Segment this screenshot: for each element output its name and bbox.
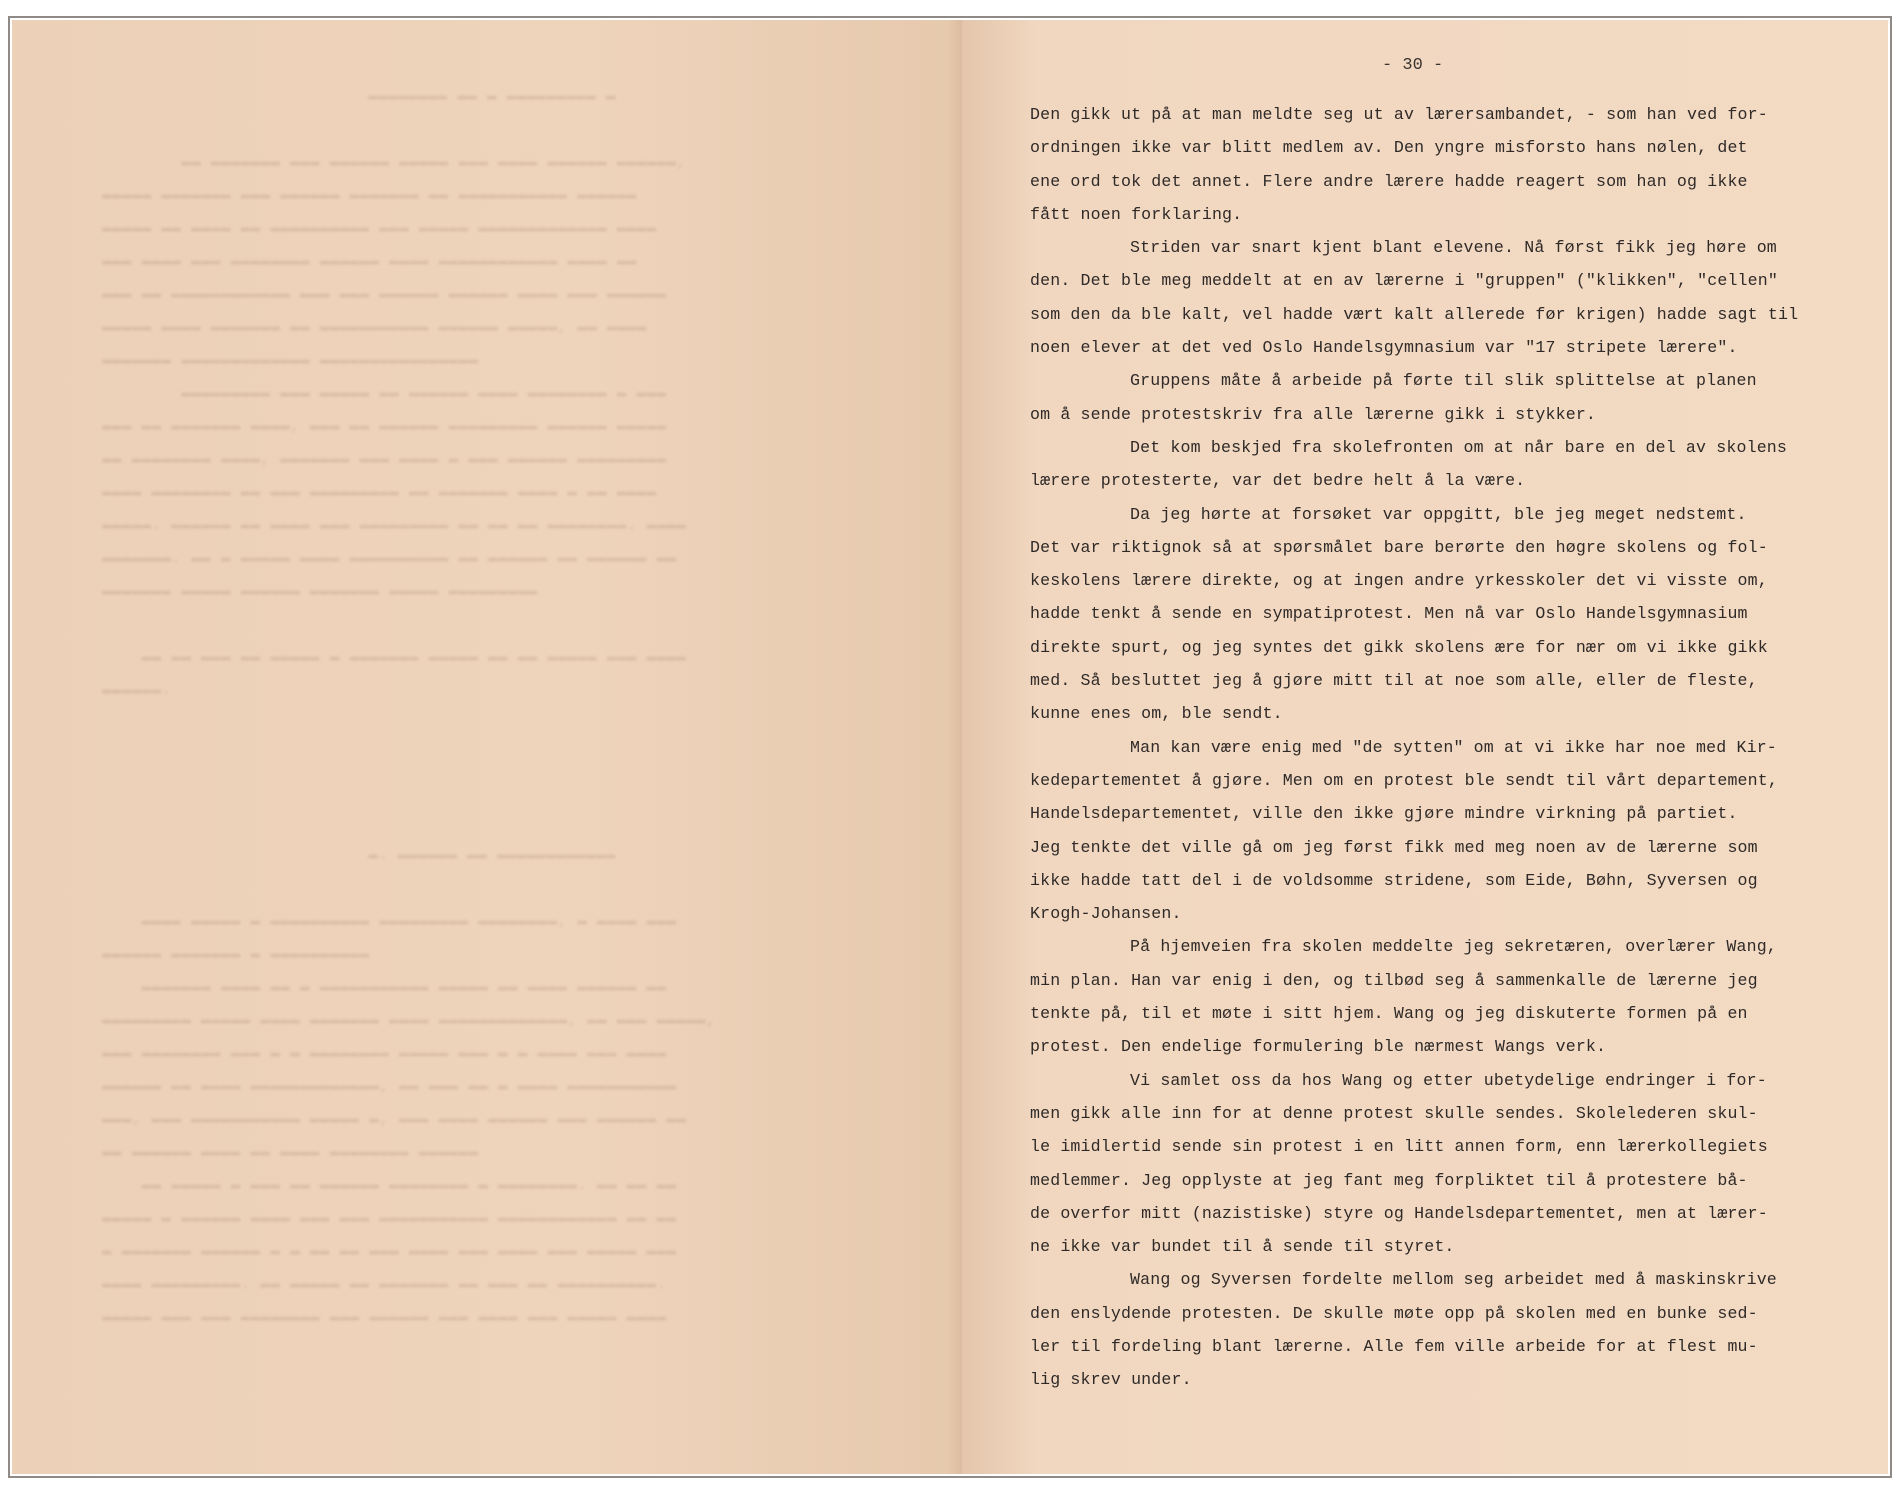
- text-line: om å sende protestskriv fra alle lærerne gikk i stykker.: [1030, 404, 1597, 424]
- bleed-through-text: ▬▬▬▬▬▬▬▬ ▬▬ ▬ ▬▬▬▬▬▬▬▬▬ ▬ ▬▬ ▬▬▬▬▬▬▬ ▬▬▬ ▬▬▬▬▬▬ ▬▬▬▬▬ ▬▬▬ ▬▬▬▬ ▬▬▬▬▬▬ ▬▬▬▬▬▬, ▬▬▬▬▬ ▬▬▬▬▬▬▬ ▬▬▬ ▬▬▬▬▬▬ ▬▬▬▬▬▬▬ ▬▬ ▬▬▬▬▬▬▬▬▬▬▬ ▬▬▬▬▬▬ ▬▬▬▬▬ ▬▬ ▬▬▬▬ ▬▬ ▬▬▬▬▬▬▬▬▬▬ ▬▬▬ ▬▬▬▬▬ ▬▬▬▬▬▬▬▬▬▬▬▬▬ ▬▬▬▬ ▬▬▬ ▬▬▬▬ ▬▬▬ ▬▬▬▬▬▬▬▬ ▬▬▬▬▬▬ ▬▬▬▬ ▬▬▬▬▬▬▬▬▬▬▬▬ ▬▬▬▬ ▬▬ ▬▬▬ ▬▬ ▬▬▬▬▬▬▬▬▬▬▬▬ ▬▬▬ ▬▬▬ ▬▬▬▬▬▬ ▬▬▬▬▬▬ ▬▬▬▬ ▬▬▬ ▬▬▬▬▬▬ ▬▬▬▬▬ ▬▬▬▬ ▬▬▬▬▬▬▬ ▬▬ ▬▬▬▬▬▬▬▬▬▬▬ ▬▬▬▬▬▬ ▬▬▬▬▬, ▬▬ ▬▬▬▬ ▬▬▬▬▬▬▬ ▬▬▬▬▬▬▬▬▬▬▬▬▬ ▬▬▬▬▬▬▬▬▬▬▬▬▬▬▬▬ ▬▬▬▬▬▬▬▬▬ ▬▬▬ ▬▬▬▬▬ ▬▬ ▬▬▬▬▬▬ ▬▬▬▬ ▬▬▬▬▬▬▬▬ ▬ ▬▬▬ ▬▬▬ ▬▬ ▬▬▬▬▬▬▬ ▬▬▬▬, ▬▬▬ ▬▬ ▬▬▬▬▬▬ ▬▬▬▬▬▬▬▬▬ ▬▬▬▬▬▬ ▬▬▬▬▬ ▬▬ ▬▬▬▬▬▬▬▬ ▬▬▬▬, ▬▬▬▬▬▬▬ ▬▬▬ ▬▬▬▬ ▬ ▬▬▬ ▬▬▬▬▬▬ ▬▬▬▬▬▬▬▬▬ ▬▬▬▬ ▬▬▬▬▬▬▬▬ ▬▬ ▬▬▬ ▬▬▬▬▬▬▬▬▬ ▬▬ ▬▬▬▬▬▬▬ ▬▬▬▬ ▬ ▬▬ ▬▬▬▬ ▬▬▬▬▬. ▬▬▬▬▬▬ ▬▬ ▬▬▬▬ ▬▬▬ ▬▬▬▬▬▬▬▬▬ ▬▬ ▬▬ ▬▬ ▬▬▬▬▬▬▬▬. ▬▬▬▬ ▬▬▬▬▬▬▬. ▬▬ ▬ ▬▬▬▬▬ ▬▬▬▬ ▬▬▬▬▬▬▬▬▬▬ ▬▬ ▬▬▬▬▬▬ ▬▬ ▬▬▬▬▬▬ ▬▬ ▬▬▬▬▬▬▬ ▬▬▬▬▬ ▬▬▬▬▬▬ ▬▬▬▬▬▬▬ ▬▬▬▬▬ ▬▬▬▬▬▬▬▬▬ ▬▬ ▬▬ ▬▬▬ ▬▬ ▬▬▬▬▬ ▬ ▬▬▬▬▬▬▬ ▬▬▬▬▬ ▬▬ ▬▬ ▬▬▬▬▬ ▬▬▬ ▬▬▬▬ ▬▬▬▬▬▬. ▬. ▬▬▬▬▬▬ ▬▬ ▬▬▬▬▬▬▬▬▬▬▬▬ ▬▬▬▬ ▬▬▬▬▬ ▬ ▬▬▬▬▬▬▬▬▬▬ ▬▬▬▬▬▬▬▬▬ ▬▬▬▬▬▬▬▬, ▬ ▬▬▬▬ ▬▬▬ ▬▬▬▬▬▬ ▬▬▬▬▬▬▬ ▬ ▬▬▬▬▬▬▬▬▬▬ ▬▬▬▬▬▬▬ ▬▬▬▬ ▬▬ ▬ ▬▬▬▬▬▬▬▬▬▬▬ ▬▬▬▬▬ ▬▬ ▬▬▬▬ ▬▬▬▬▬▬ ▬▬ ▬▬▬▬▬▬▬▬▬ ▬▬▬▬▬ ▬▬▬▬ ▬▬▬▬▬▬▬ ▬▬▬▬ ▬▬▬▬▬▬▬▬▬▬▬▬▬, ▬▬ ▬▬▬ ▬▬▬▬▬, ▬▬▬ ▬▬▬▬▬▬▬▬ ▬▬▬ ▬ ▬ ▬▬▬▬▬▬▬▬ ▬▬▬▬▬ ▬▬▬ ▬ ▬ ▬▬▬▬ ▬▬▬ ▬▬▬▬ ▬▬▬▬▬▬ ▬▬ ▬▬▬▬ ▬▬▬▬▬▬▬▬▬▬▬▬▬, ▬▬ ▬▬▬ ▬▬ ▬ ▬▬▬▬ ▬▬▬▬▬▬▬▬▬▬▬ ▬▬▬, ▬▬▬ ▬▬▬▬▬▬▬▬▬▬▬ ▬▬▬▬▬ ▬, ▬▬▬ ▬▬▬▬ ▬▬▬▬▬▬ ▬▬▬ ▬▬▬▬▬▬ ▬▬ ▬▬ ▬▬▬▬▬▬ ▬▬▬▬ ▬▬ ▬▬▬▬ ▬▬▬▬▬▬▬▬ ▬▬▬▬▬▬ ▬▬ ▬▬▬▬▬ ▬ ▬▬▬ ▬▬ ▬▬▬▬▬▬ ▬▬▬▬▬▬▬▬ ▬ ▬▬▬▬▬▬▬▬. ▬▬ ▬▬ ▬▬ ▬▬▬▬▬ ▬ ▬▬▬▬▬▬ ▬▬▬▬ ▬▬▬ ▬▬▬ ▬▬▬▬▬▬▬▬▬▬▬ ▬▬▬▬▬▬▬▬▬▬▬▬ ▬▬ ▬▬ ▬ ▬▬▬▬▬▬▬ ▬▬▬▬▬▬ ▬ ▬ ▬▬ ▬▬ ▬▬▬ ▬▬▬▬ ▬▬▬ ▬▬▬▬ ▬▬▬ ▬▬▬▬▬ ▬▬▬ ▬▬▬▬ ▬▬▬▬▬▬▬▬▬. ▬▬ ▬▬▬▬▬ ▬▬ ▬▬▬▬▬▬▬ ▬▬ ▬▬▬ ▬▬ ▬▬▬▬▬▬▬▬▬▬. ▬▬▬▬▬ ▬▬▬ ▬▬▬ ▬▬▬▬▬▬▬▬ ▬▬▬ ▬▬▬▬▬▬ ▬▬▬ ▬▬▬▬ ▬▬▬ ▬▬▬▬▬ ▬▬▬▬: [102, 87, 716, 1326]
- text-line: Handelsdepartementet, ville den ikke gjøre mindre virkning på partiet.: [1030, 804, 1738, 824]
- text-line: Krogh-Johansen.: [1030, 904, 1182, 924]
- text-line: Jeg tenkte det ville gå om jeg først fikk med meg noen av de lærerne som: [1030, 837, 1758, 857]
- text-line: lig skrev under.: [1030, 1370, 1192, 1390]
- text-line: protest. Den endelige formulering ble nærmest Wangs verk.: [1030, 1037, 1607, 1057]
- scan-frame: [8, 16, 1892, 1478]
- text-line: ne ikke var bundet til å sende til styret.: [1030, 1237, 1455, 1257]
- text-line: den. Det ble meg meddelt at en av lærerne i "gruppen" ("klikken", "cellen": [1030, 271, 1778, 291]
- text-line: Det var riktignok så at spørsmålet bare berørte den høgre skolens og fol-: [1030, 537, 1768, 557]
- text-line: hadde tenkt å sende en sympatiprotest. Men nå var Oslo Handelsgymnasium: [1030, 604, 1748, 624]
- text-line: Da jeg hørte at forsøket var oppgitt, ble jeg meget nedstemt.: [1130, 504, 1747, 524]
- text-line: Det kom beskjed fra skolefronten om at når bare en del av skolens: [1130, 437, 1788, 457]
- text-line: kedepartementet å gjøre. Men om en protest ble sendt til vårt departement,: [1030, 770, 1778, 790]
- typewritten-text: [1030, 98, 1860, 1397]
- text-line: ikke hadde tatt del i de voldsomme stridene, som Eide, Bøhn, Syversen og: [1030, 870, 1758, 890]
- text-line: direkte spurt, og jeg syntes det gikk skolens ære for nær om vi ikke gikk: [1030, 637, 1768, 657]
- text-line: tenkte på, til et møte i sitt hjem. Wang og jeg diskuterte formen på en: [1030, 1004, 1748, 1024]
- text-line: lærere protesterte, var det bedre helt å la være.: [1030, 471, 1526, 491]
- page-number: - 30 -: [1382, 56, 1444, 75]
- text-line: min plan. Han var enig i den, og tilbød seg å sammenkalle de lærerne jeg: [1030, 970, 1758, 990]
- text-line: men gikk alle inn for at denne protest skulle sendes. Skolelederen skul-: [1030, 1103, 1758, 1123]
- page-spread: [12, 20, 1888, 1474]
- text-line: Vi samlet oss da hos Wang og etter ubetydelige endringer i for-: [1130, 1070, 1767, 1090]
- text-line: Den gikk ut på at man meldte seg ut av lærersambandet, - som han ved for-: [1030, 105, 1768, 124]
- text-line: keskolens lærere direkte, og at ingen andre yrkesskoler det vi visste om,: [1030, 571, 1768, 591]
- text-line: kunne enes om, ble sendt.: [1030, 704, 1283, 724]
- text-line: Man kan være enig med "de sytten" om at vi ikke har noe med Kir-: [1130, 737, 1777, 757]
- text-line: den enslydende protesten. De skulle møte opp på skolen med en bunke sed-: [1030, 1303, 1758, 1323]
- text-line: le imidlertid sende sin protest i en litt annen form, enn lærerkollegiets: [1030, 1137, 1768, 1157]
- text-line: Wang og Syversen fordelte mellom seg arbeidet med å maskinskrive: [1130, 1270, 1777, 1290]
- text-line: som den da ble kalt, vel hadde vært kalt allerede før krigen) hadde sagt til: [1030, 304, 1799, 324]
- text-line: ene ord tok det annet. Flere andre lærere hadde reagert som han og ikke: [1030, 171, 1748, 191]
- text-line: Gruppens måte å arbeide på førte til slik splittelse at planen: [1130, 371, 1757, 391]
- text-line: noen elever at det ved Oslo Handelsgymnasium var "17 stripete lærere".: [1030, 338, 1738, 358]
- text-line: fått noen forklaring.: [1030, 204, 1243, 224]
- text-line: med. Så besluttet jeg å gjøre mitt til at noe som alle, eller de fleste,: [1030, 671, 1758, 691]
- text-line: Striden var snart kjent blant elevene. Nå først fikk jeg høre om: [1130, 238, 1777, 258]
- text-line: ler til fordeling blant lærerne. Alle fem ville arbeide for at flest mu-: [1030, 1336, 1758, 1356]
- text-line: ordningen ikke var blitt medlem av. Den yngre misforsto hans nølen, det: [1030, 138, 1748, 158]
- text-line: de overfor mitt (nazistiske) styre og Handelsdepartementet, men at lærer-: [1030, 1203, 1768, 1223]
- text-line: På hjemveien fra skolen meddelte jeg sekretæren, overlærer Wang,: [1130, 937, 1777, 957]
- left-page: [12, 20, 962, 1474]
- text-line: medlemmer. Jeg opplyste at jeg fant meg forpliktet til å protestere bå-: [1030, 1170, 1748, 1190]
